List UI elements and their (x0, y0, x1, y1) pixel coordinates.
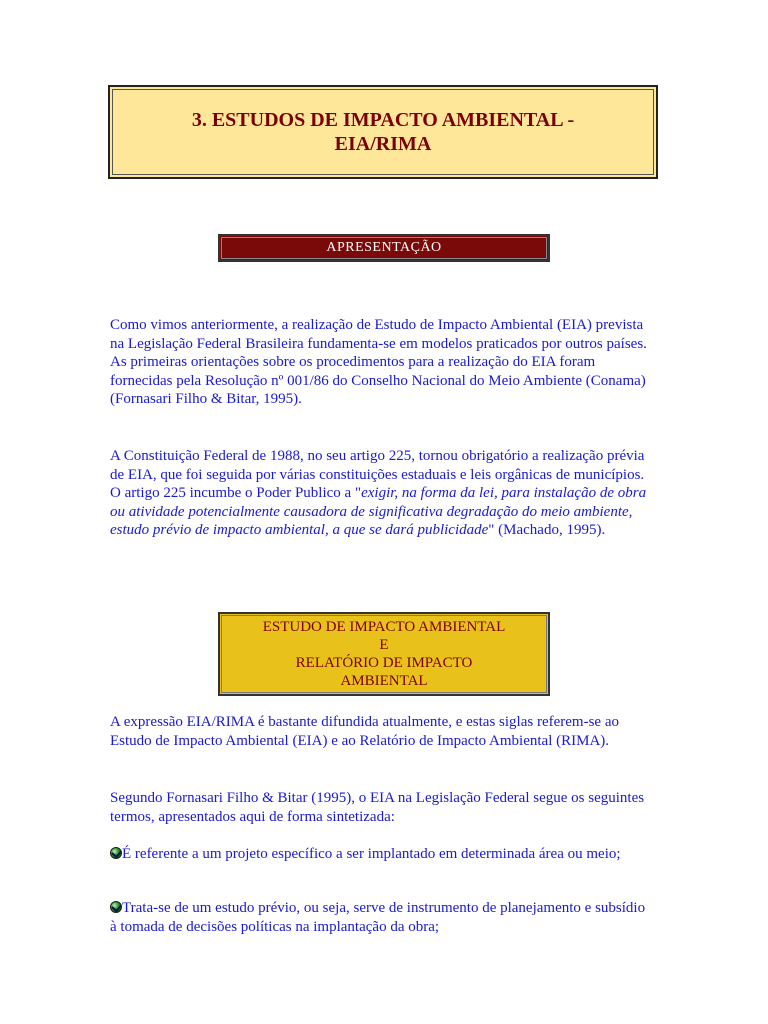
page-title-line1: 3. ESTUDOS DE IMPACTO AMBIENTAL - (191, 109, 575, 131)
section-heading-line4: AMBIENTAL (340, 673, 428, 689)
paragraph-constitution-quote: exigir, na forma da lei, para instalação de obra ou atividade potencialmente causadora de significativa degradação do meio ambiente, estudo prévio de impacto ambiental, a que se dará publicidade (110, 485, 647, 539)
section-heading-line1: ESTUDO DE IMPACTO AMBIENTAL (262, 619, 506, 635)
paragraph-expression: A expressão EIA/RIMA é bastante difundida atualmente, e estas siglas referem-se ao Estudo de Impacto Ambiental (EIA) e ao Relatório de Impacto Ambiental (RIMA). (110, 714, 619, 749)
paragraph-intro: Como vimos anteriormente, a realização de Estudo de Impacto Ambiental (EIA) prevista na Legislação Federal Brasileira fundamenta-se em modelos praticados por outros países. As primeiras orientações sobre os procedimentos para a realização do EIA foram fornecidas pela Resolução nº 001/86 do Conselho Nacional do Meio Ambiente (Conama) (Fornasari Filho & Bitar, 1995). (110, 317, 647, 408)
section-heading-eia-rima (218, 612, 550, 696)
section-heading-apresentacao (218, 234, 550, 262)
paragraph-constitution-end: " (Machado, 1995). (488, 522, 606, 539)
paragraph-constitution (110, 447, 655, 540)
list-item (110, 845, 655, 864)
check-bullet-icon (110, 901, 122, 913)
list-item-text: Trata-se de um estudo prévio, ou seja, serve de instrumento de planejamento e subsídio à tomada de decisões políticas na implantação da obra; (110, 900, 646, 935)
page-title-box (108, 85, 658, 179)
check-bullet-icon (110, 847, 122, 859)
list-item (110, 899, 655, 936)
section-heading-label: APRESENTAÇÃO (326, 240, 442, 255)
list-item-text: É referente a um projeto específico a ser implantado em determinada área ou meio; (122, 846, 621, 862)
section-heading-line3: RELATÓRIO DE IMPACTO (295, 655, 473, 671)
page-title-line2: EIA/RIMA (334, 133, 432, 155)
paragraph-constitution-start: A Constituição Federal de 1988, no seu artigo 225, tornou obrigatório a realização prévia de EIA, que foi seguida por várias constituições estaduais e leis orgânicas de municípios. O artigo 225 incumbe o Poder Publico a " (110, 448, 645, 502)
section-heading-line2: E (379, 637, 389, 653)
paragraph-fornasari: Segundo Fornasari Filho & Bitar (1995), o EIA na Legislação Federal segue os seguintes termos, apresentados aqui de forma sintetizada: (110, 790, 645, 825)
